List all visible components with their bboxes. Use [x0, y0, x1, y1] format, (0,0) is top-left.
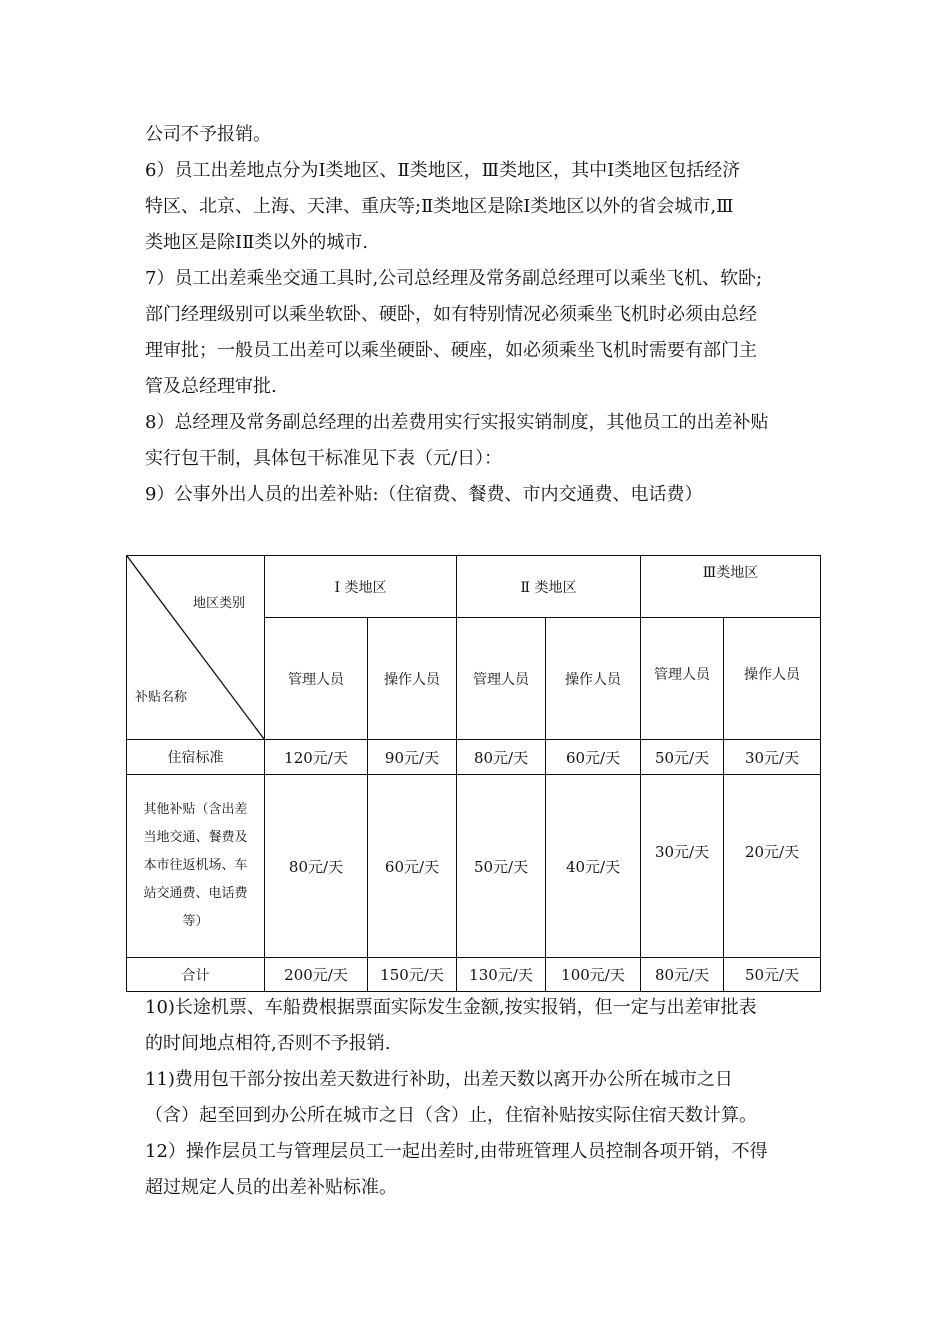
table-cell: 100元/天 — [546, 958, 641, 992]
text-line: 类地区是除ⅠⅡ类以外的城市. — [145, 232, 369, 253]
region-header: Ⅰ 类地区 — [265, 556, 457, 618]
text-line: 9）公事外出人员的出差补贴:（住宿费、餐费、市内交通费、电话费） — [145, 484, 703, 505]
text-line: 特区、北京、上海、天津、重庆等;Ⅱ类地区是除Ⅰ类地区以外的省会城市,Ⅲ — [145, 196, 734, 217]
role-header: 操作人员 — [724, 618, 821, 740]
role-header: 管理人员 — [457, 618, 546, 740]
row-label: 合计 — [127, 958, 265, 992]
region-header: Ⅲ类地区 — [641, 556, 821, 618]
role-header: 操作人员 — [368, 618, 457, 740]
text-line: 6）员工出差地点分为Ⅰ类地区、Ⅱ类地区，Ⅲ类地区，其中Ⅰ类地区包括经济 — [145, 160, 741, 181]
text-line: 超过规定人员的出差补贴标准。 — [145, 1177, 397, 1198]
paragraph-block-top — [145, 117, 768, 513]
subsidy-table — [126, 555, 821, 992]
text-line: 部门经理级别可以乘坐软卧、硬卧，如有特别情况必须乘坐飞机时必须由总经 — [145, 304, 757, 325]
text-line: 管及总经理审批. — [145, 376, 277, 397]
table-row — [127, 775, 821, 958]
table-cell: 30元/天 — [724, 740, 821, 775]
text-line: 11)费用包干部分按出差天数进行补助，出差天数以离开办公所在城市之日 — [145, 1069, 733, 1090]
table-cell: 80元/天 — [641, 958, 724, 992]
table-cell: 80元/天 — [457, 740, 546, 775]
table-cell: 120元/天 — [265, 740, 368, 775]
text-line: 7）员工出差乘坐交通工具时,公司总经理及常务副总经理可以乘坐飞机、软卧; — [145, 268, 763, 289]
row-label-line: 等） — [182, 914, 209, 929]
text-line: 10)长途机票、车船费根据票面实际发生金额,按实报销，但一定与出差审批表 — [145, 997, 757, 1018]
text-line: 理审批；一般员工出差可以乘坐硬卧、硬座，如必须乘坐飞机时需要有部门主 — [145, 340, 757, 361]
text-line: 8）总经理及常务副总经理的出差费用实行实报实销制度，其他员工的出差补贴 — [145, 412, 769, 433]
table-cell: 200元/天 — [265, 958, 368, 992]
table-cell: 60元/天 — [546, 740, 641, 775]
table-cell: 130元/天 — [457, 958, 546, 992]
diagonal-line — [127, 556, 264, 739]
role-header: 管理人员 — [641, 618, 724, 740]
row-label-line: 本市往返机场、车 — [143, 858, 248, 873]
row-label-line: 其他补贴（含出差 — [143, 802, 248, 817]
text-line: （含）起至回到办公所在城市之日（含）止，住宿补贴按实际住宿天数计算。 — [145, 1105, 757, 1126]
corner-header-region: 地区类别 — [193, 596, 246, 611]
corner-header-item: 补贴名称 — [135, 690, 188, 705]
table-cell: 80元/天 — [265, 775, 368, 958]
paragraph-block-bottom — [145, 990, 768, 1206]
row-label — [127, 775, 265, 958]
region-header: Ⅱ 类地区 — [457, 556, 641, 618]
table-cell: 90元/天 — [368, 740, 457, 775]
table-cell: 20元/天 — [724, 775, 821, 958]
text-line: 12）操作层员工与管理层员工一起出差时,由带班管理人员控制各项开销，不得 — [145, 1141, 768, 1162]
table-cell: 150元/天 — [368, 958, 457, 992]
table-row — [127, 740, 821, 775]
table-cell: 40元/天 — [546, 775, 641, 958]
role-header: 管理人员 — [265, 618, 368, 740]
table-cell: 50元/天 — [724, 958, 821, 992]
table-corner-cell — [127, 556, 265, 740]
text-line: 实行包干制，具体包干标准见下表（元/日）： — [145, 448, 503, 469]
table-cell: 50元/天 — [457, 775, 546, 958]
table-cell: 30元/天 — [641, 775, 724, 958]
row-label-line: 当地交通、餐费及 — [143, 830, 248, 845]
row-label: 住宿标准 — [127, 740, 265, 775]
role-header: 操作人员 — [546, 618, 641, 740]
text-line: 公司不予报销。 — [145, 124, 271, 145]
table-cell: 50元/天 — [641, 740, 724, 775]
table-row — [127, 958, 821, 992]
table-cell: 60元/天 — [368, 775, 457, 958]
text-line: 的时间地点相符,否则不予报销. — [145, 1033, 391, 1054]
row-label-line: 站交通费、电话费 — [143, 886, 248, 901]
